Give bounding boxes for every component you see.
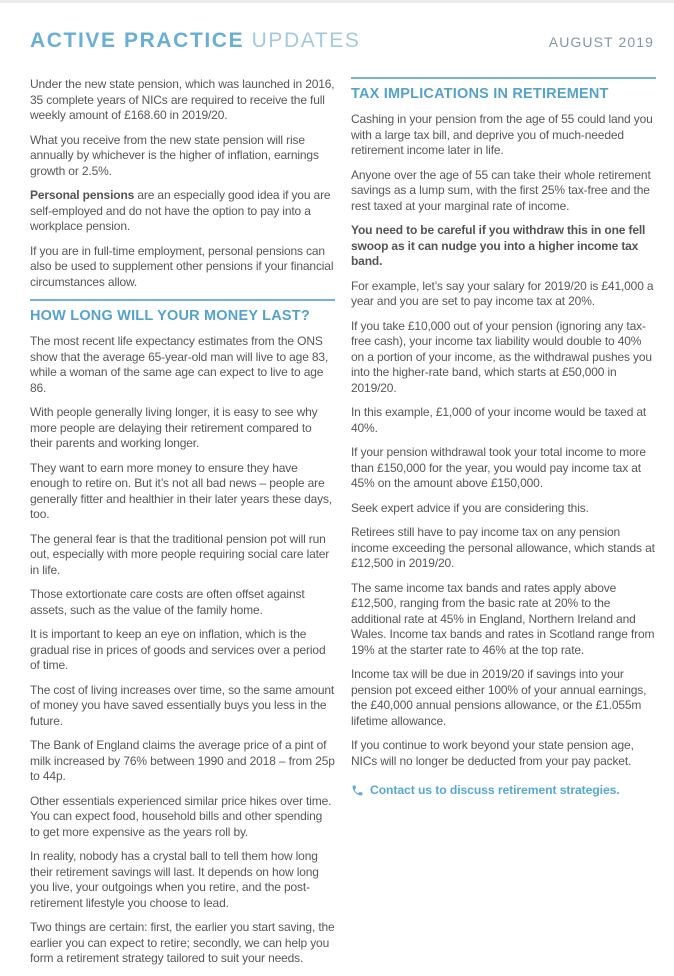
paragraph: If your pension withdrawal took your total income to more than £150,000 for the year, you would pay income tax at 45% on the amount above £150,000. <box>351 445 646 490</box>
paragraph: The most recent life expectancy estimates from the ONS show that the average 65-year-old man will live to age 83, while a woman of the same age can expect to live to age 86. <box>30 334 329 395</box>
paragraph: Cashing in your pension from the age of 55 could land you with a large tax bill, and deprive you of much-needed retirement income later in life. <box>351 112 653 157</box>
intro-paragraphs <box>30 77 335 290</box>
paragraph: You need to be careful if you withdraw this in one fell swoop as it can nudge you into a higher income tax band. <box>351 223 646 268</box>
paragraph: Those extortionate care costs are often offset against assets, such as the value of the family home. <box>30 587 305 617</box>
paragraph: Two things are certain: first, the earlier you start saving, the earlier you can expect to retire; secondly, we can help you form a retirement strategy tailored to suit your needs. <box>30 920 335 965</box>
paragraph: Personal pensions are an especially good idea if you are self-employed and do not have the option to pay into a workplace pension. <box>30 188 331 233</box>
paragraph: Retirees still have to pay income tax on any pension income exceeding the personal allowance, which stands at £12,500 in 2019/20. <box>351 525 655 570</box>
section-heading-how-long-will-your-money-last: HOW LONG WILL YOUR MONEY LAST? <box>30 308 310 324</box>
paragraph: Under the new state pension, which was launched in 2016, 35 complete years of NICs are required to receive the full weekly amount of £168.60 in 2019/20. <box>30 77 335 122</box>
tax-paragraphs <box>351 112 656 769</box>
paragraph: Anyone over the age of 55 can take their whole retirement savings as a lump sum, with the first 25% tax-free and the rest taxed at your marginal rate of income. <box>351 167 651 213</box>
issue-date: AUGUST 2019 <box>548 34 654 50</box>
left-column <box>30 77 335 976</box>
newsletter-page <box>0 3 674 965</box>
paragraph: The cost of living increases over time, so the same amount of money you have saved essentially buys you less in the future. <box>30 682 335 728</box>
paragraph: For example, let’s say your salary for 2019/20 is £41,000 a year and you are set to pay income tax at 20%. <box>351 278 654 308</box>
paragraph: It is important to keep an eye on inflation, which is the gradual rise in prices of goods and services over a period of time. <box>30 627 326 672</box>
paragraph: If you are in full-time employment, personal pensions can also be used to supplement other pensions if your financial circumstances allow. <box>30 243 334 289</box>
paragraph: In reality, nobody has a crystal ball to tell them how long their retirement savings will last. It depends on how long you live, your outgoings when you retire, and the post-retirement lifestyle you choose to lead. <box>30 849 319 910</box>
paragraph: Income tax will be due in 2019/20 if savings into your pension pot exceed either 100% of your annual earnings, the £40,000 annual pensions allowance, or the £1.055m lifetime allowance. <box>351 667 647 728</box>
two-column-body <box>30 77 656 976</box>
paragraph: If you take £10,000 out of your pension (ignoring any tax-free cash), your income tax liability would double to 40% on a portion of your income, as the withdrawal pushes you into the higher-rate band, which starts at £50,000 in 2019/20. <box>351 318 652 395</box>
section-heading-tax-implications: TAX IMPLICATIONS IN RETIREMENT <box>351 86 609 102</box>
paragraph: The same income tax bands and rates apply above £12,500, ranging from the basic rate at 20% to the additional rate at 45% in England, Northern Ireland and Wales. Income tax bands and rates in Scotland range from 19% at the starter rate to 46% at the top rate. <box>351 580 655 657</box>
page-header <box>30 27 656 53</box>
section-divider-rule <box>30 299 335 301</box>
phone-icon <box>351 783 364 800</box>
contact-us-link[interactable] <box>351 783 656 800</box>
paragraph: Seek expert advice if you are considering this. <box>351 500 589 515</box>
section-divider-rule <box>351 77 656 79</box>
page-title-light: UPDATES <box>244 29 361 52</box>
paragraph: The Bank of England claims the average price of a pint of milk increased by 76% between 1990 and 2018 – from 25p to 44p. <box>30 738 335 783</box>
paragraph: What you receive from the new state pension will rise annually by whichever is the higher of inflation, earnings growth or 2.5%. <box>30 132 319 178</box>
right-column <box>351 77 656 976</box>
paragraph: The general fear is that the traditional pension pot will run out, especially with more people requiring social care later in life. <box>30 531 330 577</box>
paragraph: In this example, £1,000 of your income would be taxed at 40%. <box>351 405 647 435</box>
paragraph: Other essentials experienced similar price hikes over time. You can expect food, household bills and other spending to get more expensive as the years roll by. <box>30 793 332 839</box>
page-title-bold: ACTIVE PRACTICE <box>30 29 245 52</box>
paragraph: If you continue to work beyond your state pension age, NICs will no longer be deducted from your pay packet. <box>351 738 634 768</box>
page-title <box>30 29 360 53</box>
paragraph-lead-bold: Personal pensions <box>30 188 135 202</box>
money-last-paragraphs <box>30 334 335 967</box>
paragraph: With people generally living longer, it is easy to see why more people are delaying their retirement compared to their parents and working longer. <box>30 405 318 450</box>
contact-us-label: Contact us to discuss retirement strategies. <box>370 783 620 797</box>
paragraph: They want to earn more money to ensure they have enough to retire on. But it’s not all bad news – people are generally fitter and healthier in their later years these days, too. <box>30 460 333 521</box>
